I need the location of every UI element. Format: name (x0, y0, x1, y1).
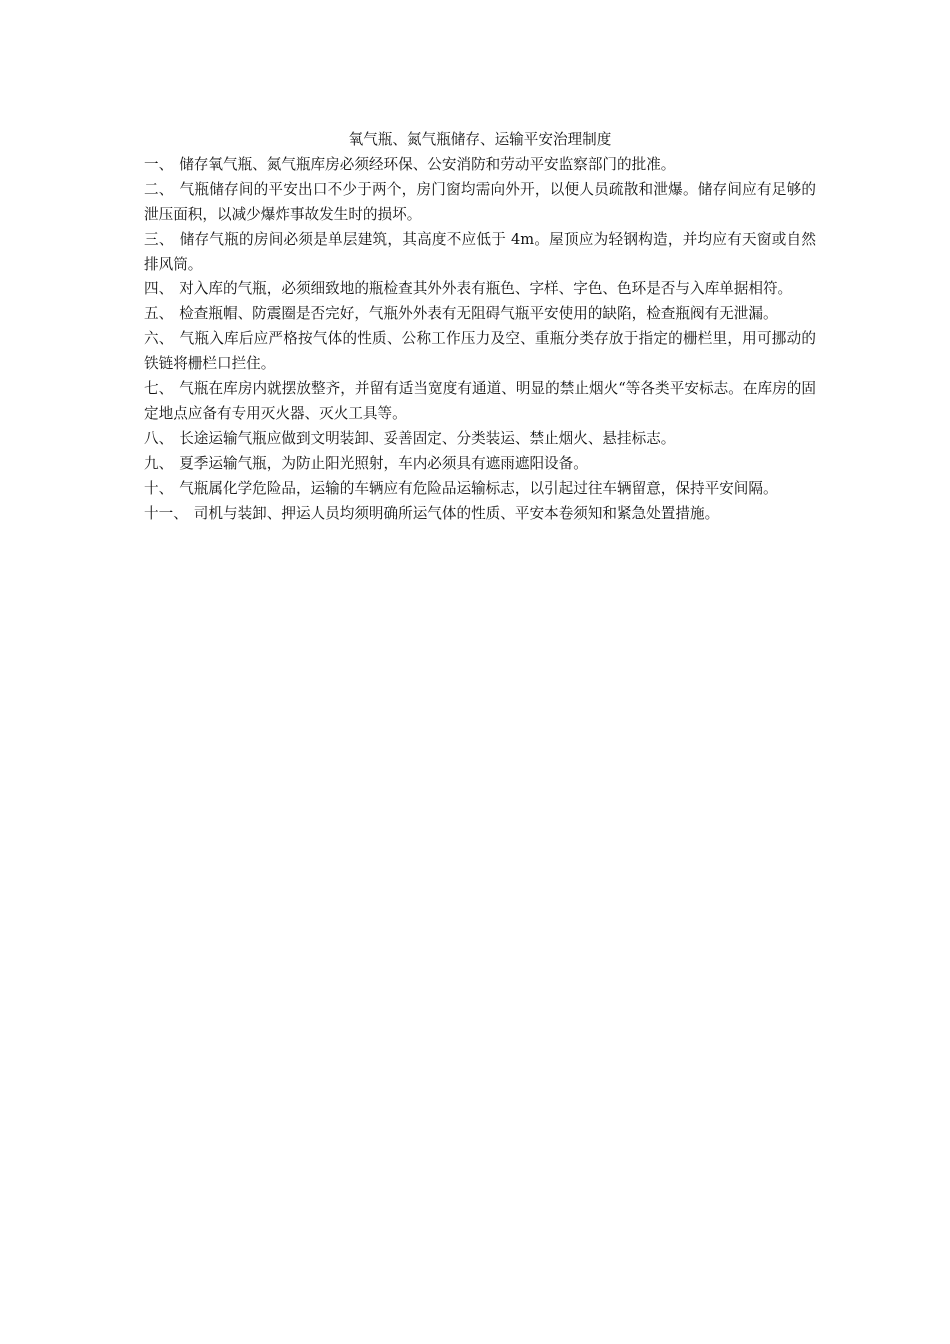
item-text: 长途运输气瓶应做到文明装卸、妥善固定、分类装运、禁止烟火、悬挂标志。 (179, 429, 676, 447)
item-text: 夏季运输气瓶，为防止阳光照射，车内必须具有遮雨遮阳设备。 (179, 454, 588, 472)
list-item (144, 153, 816, 178)
item-text: 气瓶在库房内就摆放整齐，并留有适当宽度有通道、明显的禁止烟火“等各类平安标志。在库房的固定地点应备有专用灭火器、灭火工具等。 (144, 380, 816, 422)
list-item (144, 452, 816, 477)
item-text: 储存气瓶的房间必须是单层建筑，其高度不应低于 4m。屋顶应为轻钢构造，并均应有天窗或自然排风筒。 (144, 230, 816, 273)
list-item (144, 377, 816, 427)
item-number: 八、 (144, 429, 174, 447)
item-number: 三、 (144, 230, 174, 248)
item-number: 七、 (144, 380, 174, 398)
item-text: 对入库的气瓶，必须细致地的瓶检查其外外表有瓶色、字样、字色、色环是否与入库单据相符。 (179, 280, 793, 298)
item-text: 检查瓶帽、防震圈是否完好，气瓶外外表有无阻碍气瓶平安使用的缺陷，检查瓶阀有无泄漏。 (179, 305, 778, 323)
list-item (144, 477, 816, 502)
document-title: 氧气瓶、氮气瓶储存、运输平安治理制度 (348, 131, 612, 148)
item-number: 五、 (144, 305, 174, 323)
item-number: 九、 (144, 454, 174, 472)
item-number: 一、 (144, 155, 174, 173)
item-number: 六、 (144, 330, 174, 348)
item-number: 四、 (144, 280, 174, 298)
list-item (144, 302, 816, 327)
list-item (144, 327, 816, 377)
item-text: 储存氧气瓶、氮气瓶库房必须经环保、公安消防和劳动平安监察部门的批准。 (179, 155, 676, 173)
item-text: 气瓶属化学危险品，运输的车辆应有危险品运输标志，以引起过往车辆留意，保持平安间隔。 (179, 479, 778, 497)
list-item (144, 277, 816, 302)
item-text: 司机与装卸、押运人员均须明确所运气体的性质、平安本卷须知和紧急处置措施。 (193, 504, 720, 522)
item-text: 气瓶入库后应严格按气体的性质、公称工作压力及空、重瓶分类存放于指定的栅栏里，用可挪动的铁链将栅栏口拦住。 (144, 330, 816, 373)
item-number: 十一、 (144, 504, 188, 522)
item-text: 气瓶储存间的平安出口不少于两个，房门窗均需向外开，以便人员疏散和泄爆。储存间应有足够的泄压面积，以减少爆炸事故发生时的损坏。 (144, 180, 816, 223)
list-item (144, 228, 816, 278)
document-page (144, 128, 816, 527)
list-item (144, 502, 816, 527)
list-item (144, 427, 816, 452)
item-number: 十、 (144, 479, 174, 497)
item-number: 二、 (144, 180, 174, 198)
list-item (144, 178, 816, 228)
